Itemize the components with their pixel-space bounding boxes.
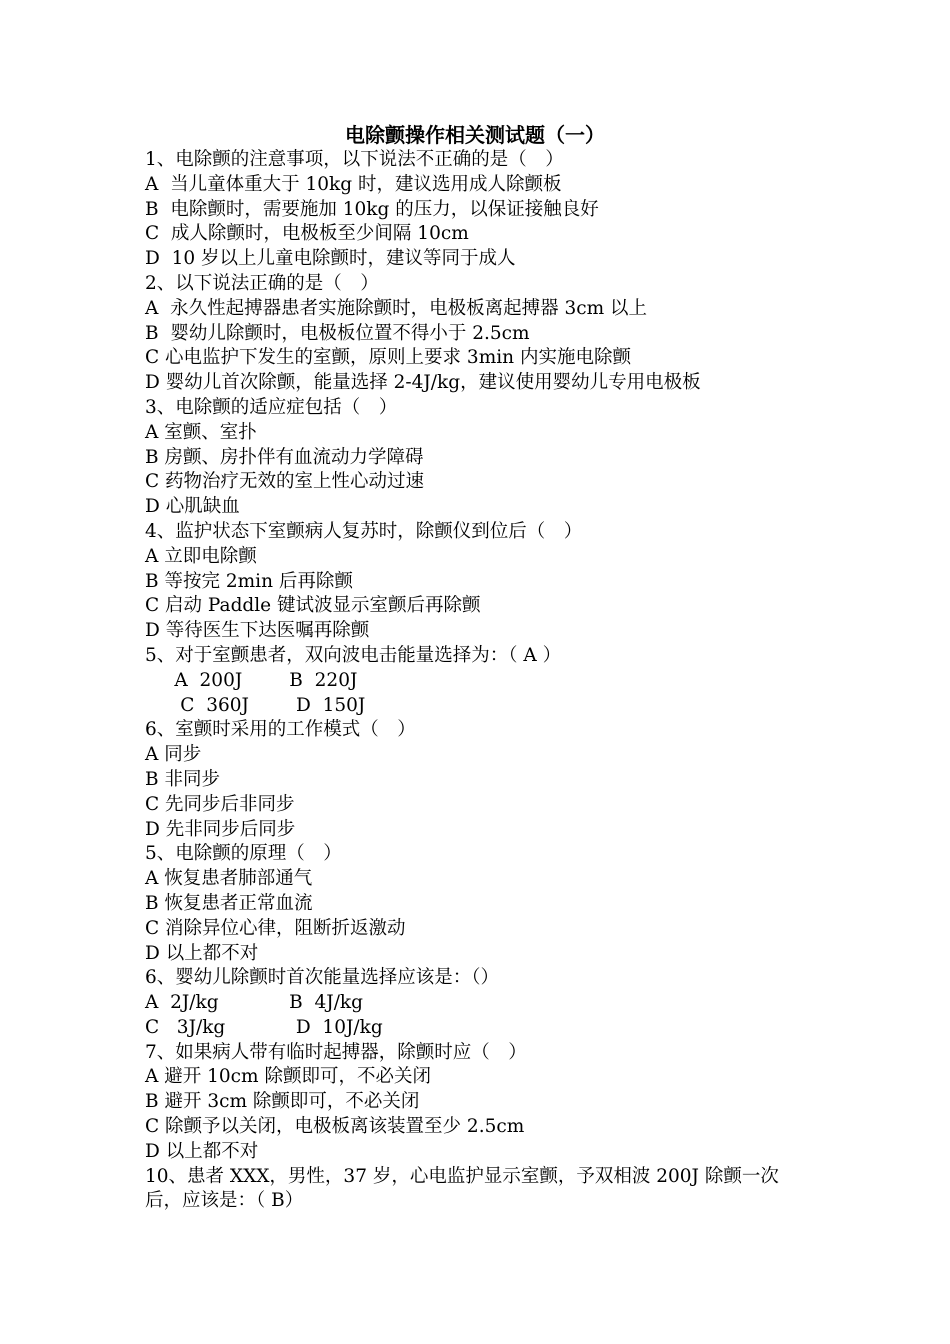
text-line: B 非同步	[145, 768, 220, 790]
text-line: A 立即电除颤	[145, 545, 257, 567]
text-line: 6、婴幼儿除颤时首次能量选择应该是：（）	[145, 967, 500, 989]
text-line: C 心电监护下发生的室颤，原则上要求 3min 内实施电除颤	[145, 347, 631, 369]
text-line: 4、监护状态下室颤病人复苏时，除颤仪到位后（ ）	[145, 520, 583, 542]
text-line: A 同步	[145, 744, 202, 766]
text-line: C 3J/kg D 10J/kg	[145, 1016, 383, 1038]
text-line: B 避开 3cm 除颤即可，不必关闭	[145, 1091, 420, 1113]
text-line: C 成人除颤时，电极板至少间隔 10cm	[145, 223, 469, 245]
text-line: 6、室颤时采用的工作模式（ ）	[145, 719, 416, 741]
text-line: A 室颤、室扑	[145, 421, 257, 443]
text-line: C 除颤予以关闭，电极板离该装置至少 2.5cm	[145, 1116, 525, 1138]
text-line: A 当儿童体重大于 10kg 时，建议选用成人除颤板	[145, 173, 562, 195]
text-line: D 10 岁以上儿童电除颤时，建议等同于成人	[145, 248, 516, 270]
text-line: A 永久性起搏器患者实施除颤时，电极板离起搏器 3cm 以上	[145, 297, 648, 319]
document-body	[145, 148, 815, 1214]
text-line: C 消除异位心律，阻断折返激动	[145, 917, 406, 939]
text-line: B 恢复患者正常血流	[145, 892, 313, 914]
text-line: 5、电除颤的原理（ ）	[145, 843, 342, 865]
text-line: A 2J/kg B 4J/kg	[145, 992, 363, 1014]
text-line: D 先非同步后同步	[145, 818, 296, 840]
text-line: B 电除颤时，需要施加 10kg 的压力，以保证接触良好	[145, 198, 599, 220]
text-line: D 婴幼儿首次除颤，能量选择 2-4J/kg，建议使用婴幼儿专用电极板	[145, 372, 701, 394]
text-line: C 先同步后非同步	[145, 793, 295, 815]
text-line: B 房颤、房扑伴有血流动力学障碍	[145, 446, 424, 468]
text-line: A 200J B 220J	[145, 669, 358, 691]
text-line: A 恢复患者肺部通气	[145, 868, 313, 890]
text-line: C 360J D 150J	[145, 694, 366, 716]
document-title: 电除颤操作相关测试题（一）	[345, 123, 605, 147]
text-line: D 以上都不对	[145, 1140, 259, 1162]
text-line: 1、电除颤的注意事项，以下说法不正确的是（ ）	[145, 149, 564, 170]
text-line: D 等待医生下达医嘱再除颤	[145, 620, 370, 642]
text-line: D 以上都不对	[145, 942, 259, 964]
text-line: 5、对于室颤患者，双向波电击能量选择为：（ A ）	[145, 644, 562, 666]
text-line: C 启动 Paddle 键试波显示室颤后再除颤	[145, 595, 481, 617]
text-line: 3、电除颤的适应症包括（ ）	[145, 396, 398, 418]
text-line: B 婴幼儿除颤时，电极板位置不得小于 2.5cm	[145, 322, 530, 344]
text-line: C 药物治疗无效的室上性心动过速	[145, 471, 425, 493]
text-line: 2、以下说法正确的是（ ）	[145, 272, 379, 294]
text-line: D 心肌缺血	[145, 496, 240, 518]
text-line: 7、如果病人带有临时起搏器，除颤时应（ ）	[145, 1041, 527, 1063]
text-line: A 避开 10cm 除颤即可，不必关闭	[145, 1066, 431, 1088]
text-line: B 等按完 2min 后再除颤	[145, 570, 353, 592]
question-10: 10、患者 XXX，男性，37 岁，心电监护显示室颤，予双相波 200J 除颤一次后，应该是：（ B）	[145, 1165, 779, 1212]
